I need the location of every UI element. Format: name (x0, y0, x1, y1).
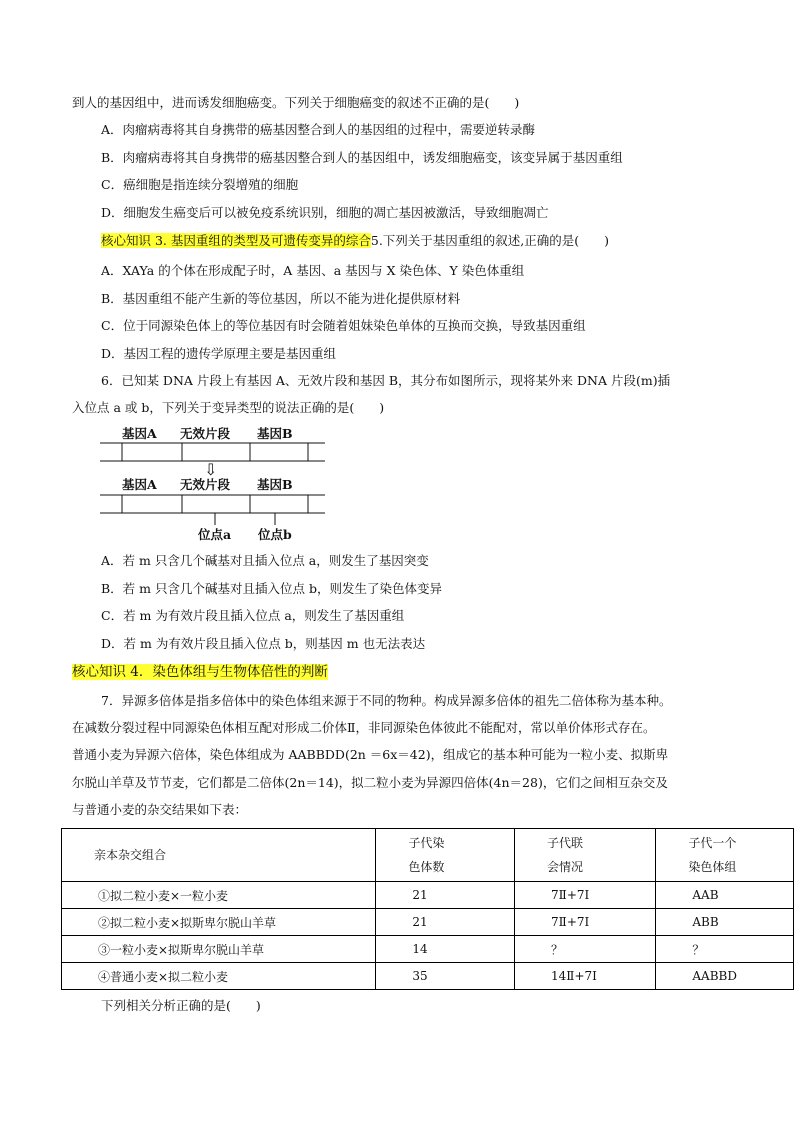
q6-option-d: D．若 m 为有效片段且插入位点 b，则基因 m 也无法表达 (101, 636, 426, 651)
diagram-bottom-label-invalid: 无效片段 (180, 477, 231, 492)
table-row: ④普通小麦×拟二粒小麦 35 14Ⅱ+7Ⅰ AABBD (62, 963, 794, 990)
q5-stem: 5.下列关于基因重组的叙述,正确的是( ) (370, 233, 610, 248)
table-row: ②拟二粒小麦×拟斯卑尔脱山羊草 21 7Ⅱ+7Ⅰ ABB (62, 909, 794, 936)
header-pairing: 子代联 会情况 (515, 829, 656, 882)
table-row: ①拟二粒小麦×一粒小麦 21 7Ⅱ+7Ⅰ AAB (62, 882, 794, 909)
header-combo: 亲本杂交组合 (62, 829, 376, 882)
hybridization-table (61, 828, 794, 990)
diagram-site-a-label: 位点a (198, 527, 232, 542)
q6-stem-2: 入位点 a 或 b，下列关于变异类型的说法正确的是( ) (72, 400, 385, 415)
q6-option-b: B．若 m 只含几个碱基对且插入位点 b，则发生了染色体变异 (101, 581, 442, 596)
q5-option-b: B．基因重组不能产生新的等位基因，所以不能为进化提供原材料 (101, 291, 461, 306)
section-heading-3: 核心知识 3. 基因重组的类型及可遗传变异的综合 (101, 233, 371, 248)
q4-option-b: B．肉瘤病毒将其自身携带的癌基因整合到人的基因组中，诱发细胞癌变，该变异属于基因重组 (101, 150, 623, 165)
q7-stem-2: 在减数分裂过程中同源染色体相互配对形成二价体Ⅱ，非同源染色体彼此不能配对，常以单价体形式存在。 (72, 720, 656, 735)
header-chrom-set: 子代一个 染色体组 (656, 829, 794, 882)
q7-stem-5: 与普通小麦的杂交结果如下表： (72, 802, 248, 817)
q4-option-c: C．癌细胞是指连续分裂增殖的细胞 (101, 177, 299, 192)
q4-option-a: A．肉瘤病毒将其自身携带的癌基因整合到人的基因组的过程中，需要逆转录酶 (101, 122, 536, 137)
q7-stem-3: 普通小麦为异源六倍体，染色体组成为 AABBDD(2n ＝6x＝42)，组成它的基本种可能为一粒小麦、拟斯卑 (72, 747, 669, 762)
section-heading-4: 核心知识 4．染色体组与生物体倍性的判断 (72, 664, 328, 680)
q5-option-d: D．基因工程的遗传学原理主要是基因重组 (101, 346, 337, 361)
q5-line (101, 232, 609, 250)
diagram-top-label-gene-b: 基因B (257, 426, 293, 441)
q4-option-d: D．细胞发生癌变后可以被免疫系统识别，细胞的凋亡基因被激活，导致细胞凋亡 (101, 205, 549, 220)
diagram-top-label-gene-a: 基因A (122, 426, 157, 441)
table-row: ③一粒小麦×拟斯卑尔脱山羊草 14 ？ ？ (62, 936, 794, 963)
header-chrom-count: 子代染 色体数 (376, 829, 515, 882)
diagram-site-b-label: 位点b (258, 527, 292, 542)
q7-stem-4: 尔脱山羊草及节节麦，它们都是二倍体(2n＝14)，拟二粒小麦为异源四倍体(4n＝28)，它们之间相互杂交及 (72, 775, 668, 790)
q5-option-c: C．位于同源染色体上的等位基因有时会随着姐妹染色单体的互换而交换，导致基因重组 (101, 318, 586, 333)
diagram-bottom-label-gene-b: 基因B (257, 477, 293, 492)
q7-stem-1: 7．异源多倍体是指多倍体中的染色体组来源于不同的物种。构成异源多倍体的祖先二倍体称为基本种。 (101, 693, 672, 708)
q7-question: 下列相关分析正确的是( ) (101, 998, 261, 1013)
q4-stem-tail: 到人的基因组中，进而诱发细胞癌变。下列关于细胞癌变的叙述不正确的是( ) (72, 95, 520, 110)
q5-option-a: A．XAYa 的个体在形成配子时，A 基因、a 基因与 X 染色体、Y 染色体重组 (101, 263, 525, 278)
q6-option-c: C．若 m 为有效片段且插入位点 a，则发生了基因重组 (101, 608, 405, 623)
table-header-row (62, 829, 794, 882)
down-arrow-icon: ⇩ (204, 460, 218, 479)
diagram-bottom-label-gene-a: 基因A (122, 477, 157, 492)
q6-option-a: A．若 m 只含几个碱基对且插入位点 a，则发生了基因突变 (101, 553, 429, 568)
q6-stem-1: 6．已知某 DNA 片段上有基因 A、无效片段和基因 B，其分布如图所示，现将某外来 DNA 片段(m)插 (101, 373, 671, 388)
diagram-top-label-invalid: 无效片段 (180, 426, 231, 441)
dna-segment-diagram (100, 425, 330, 545)
